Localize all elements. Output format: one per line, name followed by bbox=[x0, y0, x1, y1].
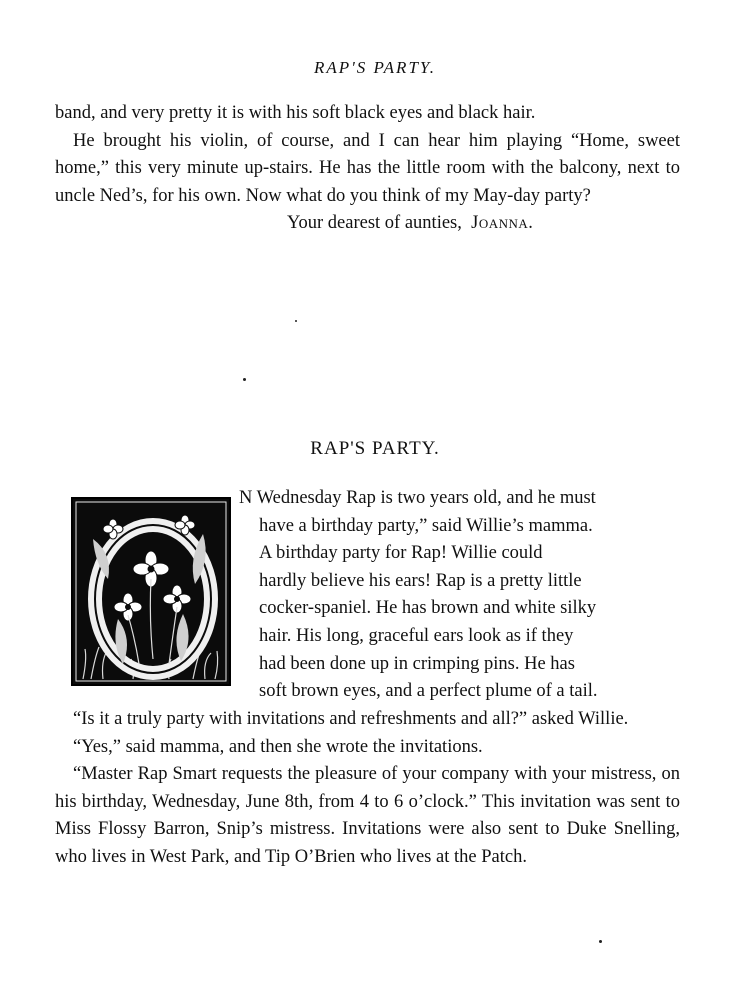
story-line-3: A birthday party for Rap! Willie could bbox=[259, 543, 543, 564]
letter-closing-line bbox=[55, 210, 680, 238]
floral-dropcap-icon bbox=[73, 499, 229, 684]
paper-speck bbox=[599, 940, 602, 943]
story-opening-lines bbox=[239, 485, 680, 706]
paper-speck bbox=[295, 320, 297, 322]
letter-closing: Your dearest of aunties, bbox=[287, 213, 462, 234]
story-line-6: hair. His long, graceful ears look as if they bbox=[259, 625, 574, 646]
letter-signature: Joanna. bbox=[471, 213, 534, 234]
decorative-dropcap-o bbox=[71, 497, 231, 686]
story-line-4: hardly believe his ears! Rap is a pretty little bbox=[259, 570, 582, 591]
running-head: RAP'S PARTY. bbox=[313, 58, 437, 77]
paper-speck bbox=[243, 378, 246, 381]
story-line-5: cocker-spaniel. He has brown and white silky bbox=[259, 598, 597, 619]
story-title: RAP'S PARTY. bbox=[310, 438, 440, 459]
story-paragraph-1: “Is it a truly party with invitations and refreshments and all?” asked Willie. bbox=[73, 709, 629, 729]
story-line-1: N Wednesday Rap is two years old, and he must bbox=[239, 488, 596, 508]
letter-paragraph-1: band, and very pretty it is with his soft black eyes and black hair. bbox=[55, 103, 536, 123]
story-paragraph-3: “Master Rap Smart requests the pleasure of your company with your mistress, on his birthday, Wednesday, June 8th, from 4 to 6 o’clock.” This invitation was sent to Miss Flossy Barron, Snip’s mistress. Invitations were also sent to Duke Snelling, who lives in West Park, and Tip O’Brien who lives at the Patch. bbox=[55, 764, 680, 867]
letter-paragraph-2: He brought his violin, of course, and I can hear him playing “Home, sweet home,” this very minute up-stairs. He has the little room with the balcony, next to uncle Ned’s, for his own. Now what do you think of my May-day party? bbox=[55, 130, 680, 206]
story-line-2: have a birthday party,” said Willie’s mamma. bbox=[259, 515, 593, 536]
letter-ending bbox=[55, 100, 680, 238]
story-line-7: had been done up in crimping pins. He has bbox=[259, 653, 575, 674]
story-body bbox=[55, 706, 680, 872]
story-line-8: soft brown eyes, and a perfect plume of a tail. bbox=[259, 681, 598, 702]
story-paragraph-2: “Yes,” said mamma, and then she wrote the invitations. bbox=[73, 736, 483, 757]
